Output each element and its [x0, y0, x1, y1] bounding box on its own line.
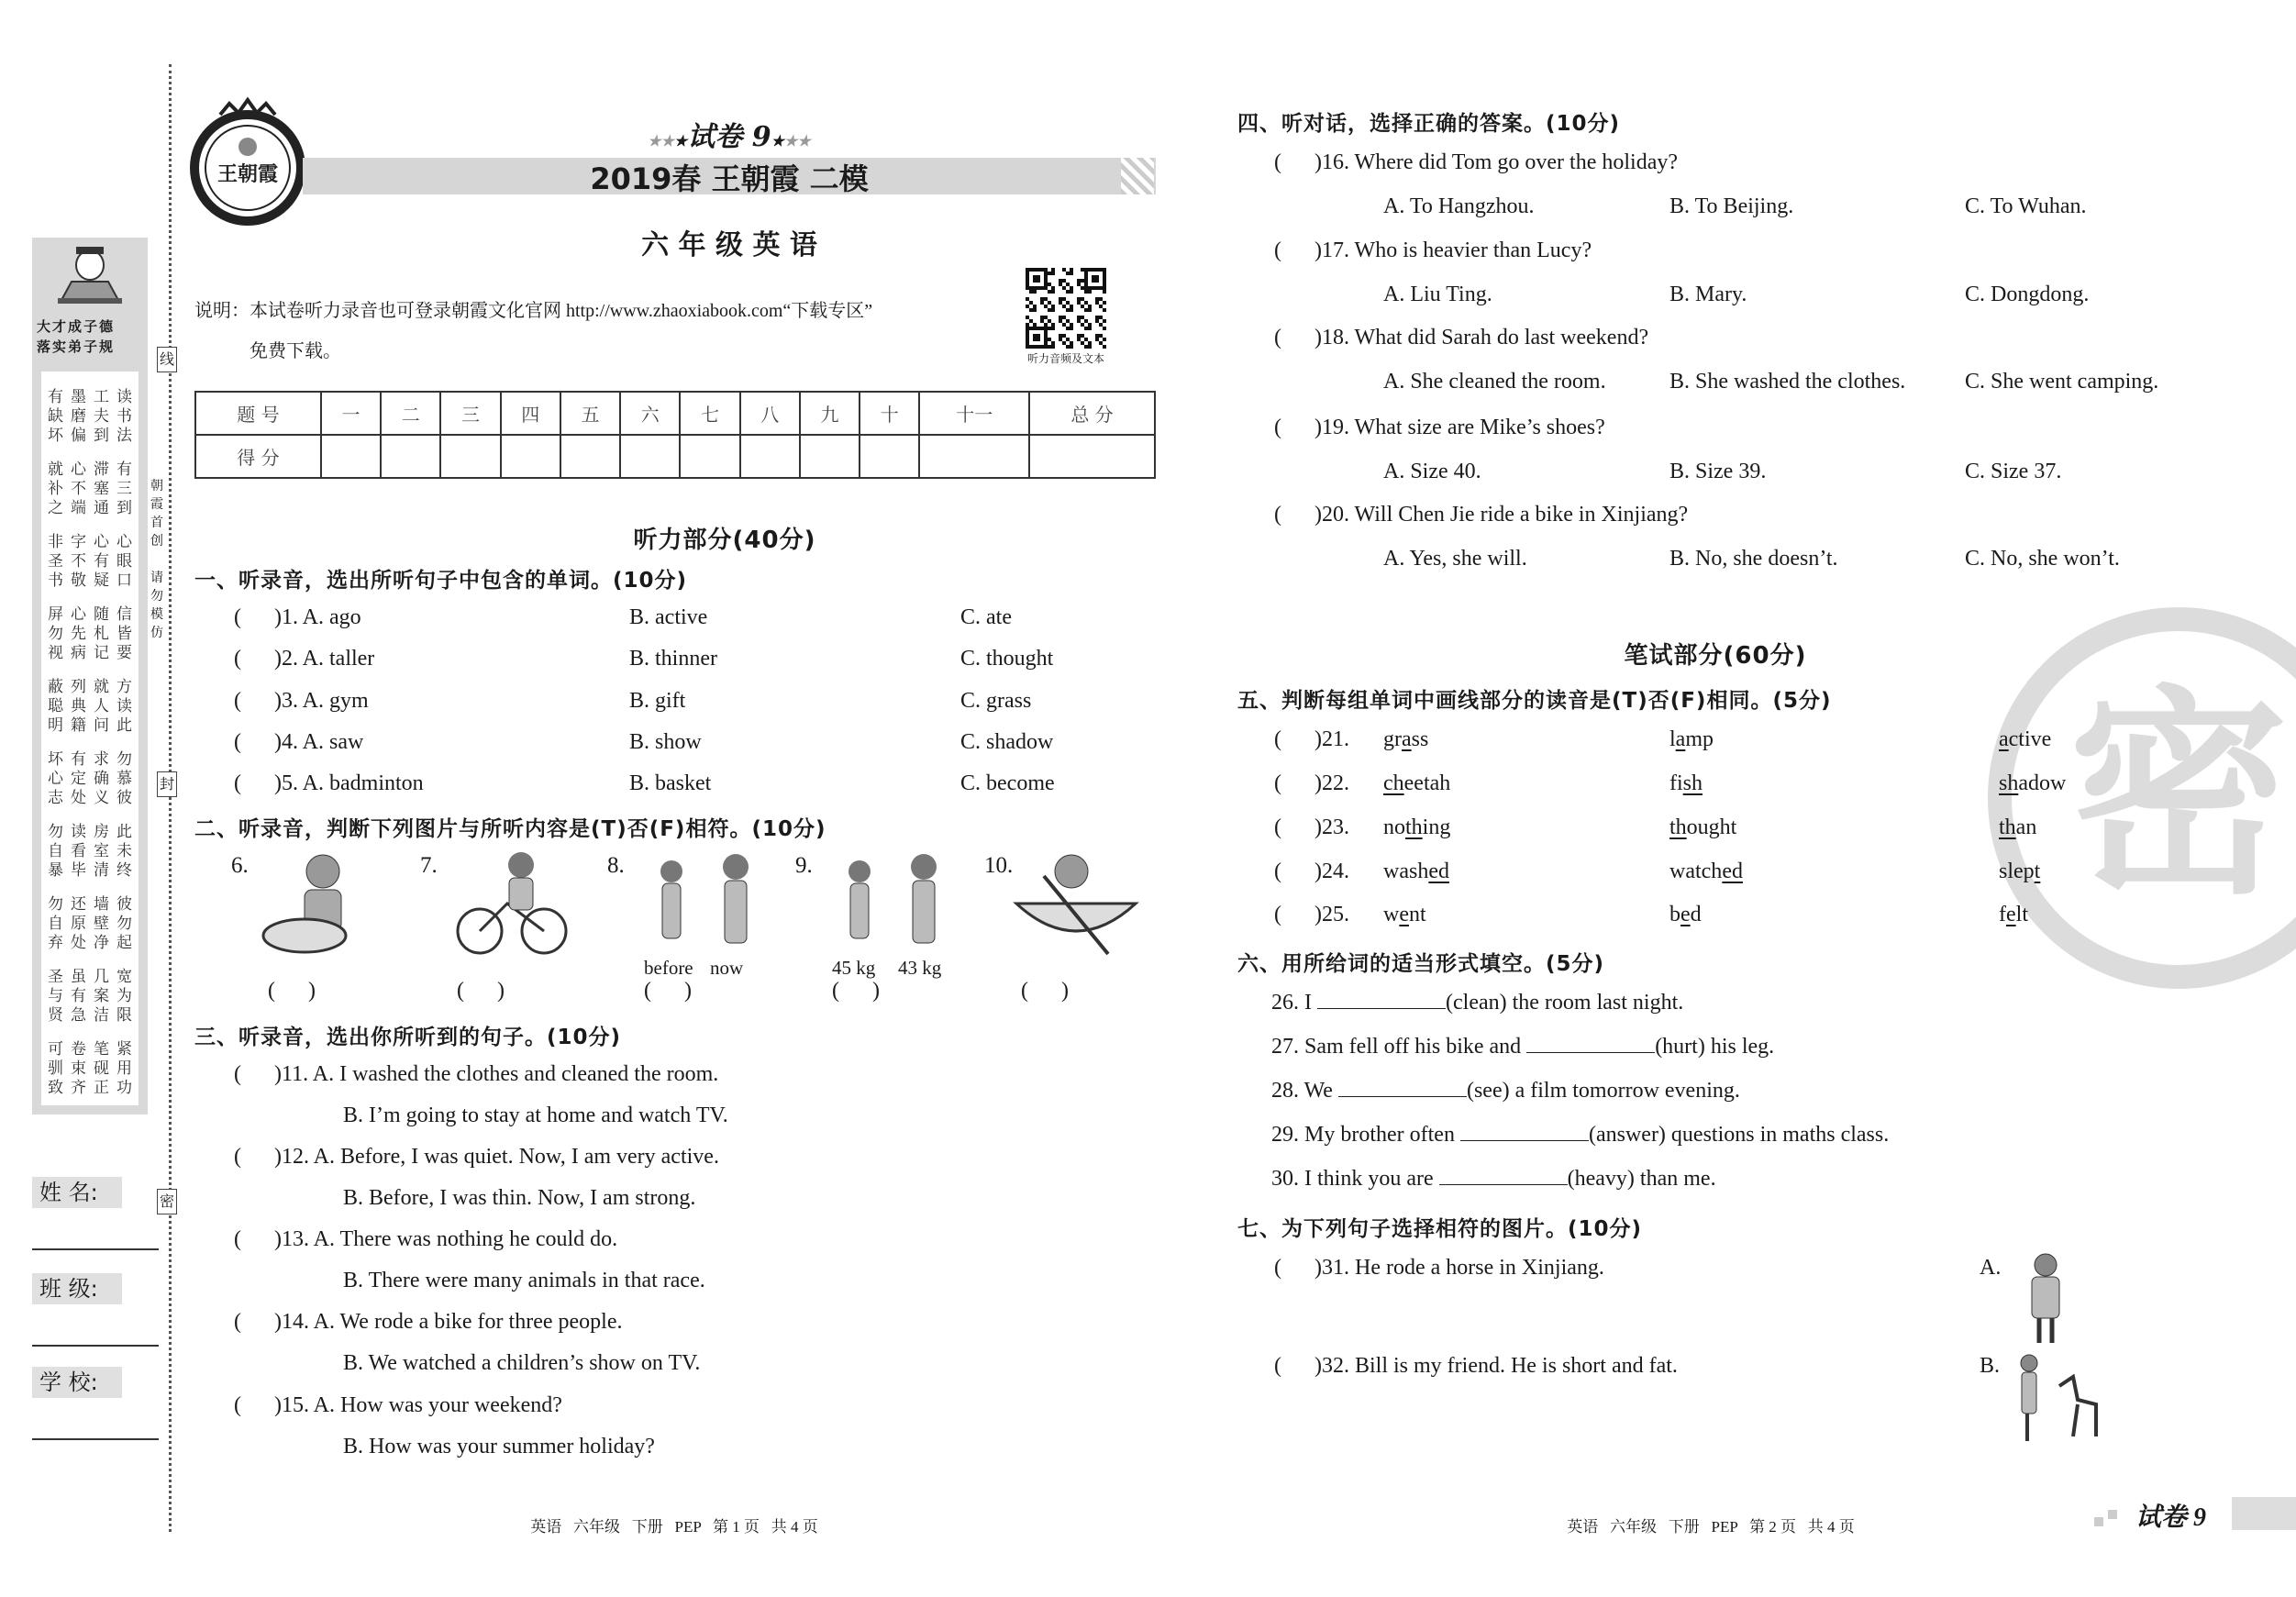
poem-line: 可卷笔紧	[48, 1040, 139, 1059]
poem-line: 致齐正功	[48, 1079, 139, 1097]
poem-line: 之端通到	[48, 499, 139, 517]
score-table-row-label: 得 分	[195, 435, 321, 478]
subject-title: 六 年 级 英 语	[641, 229, 817, 261]
fill-blank-sentence	[1271, 1079, 1740, 1103]
answer-parentheses[interactable]: ( )	[1021, 979, 1069, 1003]
anti-copy-notice: 朝霞首创	[150, 479, 163, 549]
score-cell[interactable]	[560, 435, 620, 478]
section-4-title: 四、听对话，选择正确的答案。(10分)	[1237, 112, 1621, 136]
word-part: ought	[1686, 815, 1737, 839]
girl-rowing-boat-picture	[1007, 848, 1145, 959]
picture-option-label[interactable]: A.	[1980, 1256, 2002, 1280]
underlined-letters: th	[1999, 815, 2016, 839]
student-field-line[interactable]	[32, 1345, 159, 1347]
question-1-2[interactable]: ( )2. A. taller	[234, 647, 375, 671]
score-table-heading: 三	[440, 392, 500, 435]
paper-badge	[2094, 1497, 2296, 1534]
score-table-heading: 八	[740, 392, 800, 435]
picture-caption: before	[644, 957, 693, 979]
phonics-word	[1999, 903, 2028, 927]
score-cell[interactable]	[919, 435, 1029, 478]
poem-line: 就心滞有	[48, 460, 139, 479]
cut-mark-label: 封	[157, 771, 177, 797]
option-a[interactable]: A. Size 40.	[1383, 460, 1481, 483]
picture-number: 10.	[984, 853, 1014, 878]
sentence-start: 30. I think you are	[1271, 1167, 1439, 1191]
fill-blank-sentence	[1271, 991, 1683, 1015]
word-part: no	[1383, 815, 1405, 839]
sentence-start: 28. We	[1271, 1079, 1338, 1103]
fill-blank-sentence	[1271, 1035, 1774, 1059]
fill-blank-sentence	[1271, 1167, 1716, 1192]
score-table	[194, 391, 1156, 479]
question-3-14[interactable]: ( )14. A. We rode a bike for three people.	[234, 1310, 623, 1334]
question-5-23[interactable]: ( )23.	[1274, 815, 1355, 839]
poem-line: 有墨工读	[48, 388, 139, 406]
option-c[interactable]: C. thought	[960, 647, 1054, 671]
option-b[interactable]: B. How was your summer holiday?	[343, 1435, 655, 1458]
word-hint: (see)	[1466, 1079, 1510, 1103]
word-hint: (clean)	[1446, 991, 1507, 1015]
word-part: mp	[1685, 727, 1714, 751]
phonics-word	[1999, 727, 2051, 752]
word-part: adow	[2018, 771, 2067, 795]
question-4-18[interactable]: ( )18. What did Sarah do last weekend?	[1274, 326, 1649, 349]
poem-line: 缺磨夫书	[48, 407, 139, 426]
phonics-word	[1383, 859, 1449, 884]
fill-blank-sentence	[1271, 1123, 1889, 1148]
score-cell[interactable]	[800, 435, 860, 478]
score-table-heading: 十一	[919, 392, 1029, 435]
phonics-word	[1669, 815, 1736, 840]
picture-number: 6.	[231, 853, 249, 878]
girl-and-boy-weight-picture	[818, 848, 956, 959]
phonics-word	[1999, 815, 2036, 840]
score-table-heading: 二	[381, 392, 440, 435]
option-b[interactable]: B. Mary.	[1669, 283, 1747, 306]
score-cell[interactable]	[620, 435, 680, 478]
poem-line: 明籍问此	[48, 716, 139, 735]
question-4-16[interactable]: ( )16. Where did Tom go over the holiday?	[1274, 150, 1678, 174]
word-part: l	[1669, 727, 1676, 751]
poem-line: 圣虽几宽	[48, 968, 139, 986]
question-3-12[interactable]: ( )12. A. Before, I was quiet. Now, I am very active.	[234, 1145, 719, 1169]
student-field-line[interactable]	[32, 1248, 159, 1250]
word-part: ing	[1422, 815, 1451, 839]
poem-line: 圣不有眼	[48, 552, 139, 571]
poem-line: 心定确慕	[48, 770, 139, 788]
option-b[interactable]: B. No, she doesn’t.	[1669, 547, 1838, 571]
option-b[interactable]: B. basket	[629, 771, 712, 795]
poem-line: 蔽列就方	[48, 678, 139, 696]
word-part: d	[1690, 903, 1702, 926]
word-hint: (heavy)	[1567, 1167, 1635, 1191]
picture-number: 9.	[795, 853, 813, 878]
logo-text: 王朝霞	[216, 163, 279, 186]
sidebar-slogan: 大才成子德	[37, 318, 116, 335]
banner-checker-decoration	[1121, 158, 1154, 194]
score-cell[interactable]	[381, 435, 440, 478]
score-table-header-row	[195, 392, 1155, 435]
score-table-heading: 七	[680, 392, 739, 435]
paper-number-heading: ★★★试卷 9★★★	[648, 121, 811, 153]
word-part: an	[2015, 815, 2037, 839]
option-a[interactable]: A. She cleaned the room.	[1383, 370, 1606, 394]
paper-number: 试卷 9	[687, 121, 771, 153]
option-b[interactable]: B. I’m going to stay at home and watch TV.	[343, 1103, 728, 1127]
option-a[interactable]: A. Liu Ting.	[1383, 283, 1492, 306]
phonics-word	[1383, 903, 1426, 927]
picture-number: 8.	[607, 853, 625, 878]
exam-title: 2019春 王朝霞 二模	[590, 161, 869, 196]
answer-blank[interactable]	[1439, 1168, 1568, 1185]
section-3-title: 三、听录音，选出你所听到的句子。(10分)	[194, 1026, 622, 1049]
poem-line: 自看室未	[48, 842, 139, 860]
word-part: w	[1383, 903, 1400, 926]
underlined-letters: t	[2034, 859, 2041, 883]
boy-riding-bike-picture	[443, 848, 581, 959]
score-table-heading: 题 号	[195, 392, 321, 435]
question-4-17[interactable]: ( )17. Who is heavier than Lucy?	[1274, 238, 1592, 262]
boy-washing-clothes-picture	[254, 848, 392, 959]
word-part: eetah	[1403, 771, 1451, 795]
poem-line: 弃处净起	[48, 934, 139, 952]
option-b[interactable]: B. We watched a children’s show on TV.	[343, 1351, 701, 1375]
sentence-end: questions in maths class.	[1665, 1123, 1890, 1147]
footer-page-1: 英语 六年级 下册 PEP 第 1 页 共 4 页	[530, 1518, 818, 1536]
underlined-letters: ed	[1428, 859, 1449, 883]
section-1-title: 一、听录音，选出所听句子中包含的单词。(10分)	[194, 569, 688, 593]
section-5-title: 五、判断每组单词中画线部分的读音是(T)否(F)相同。(5分)	[1237, 689, 1832, 713]
word-part: b	[1669, 903, 1680, 926]
answer-parentheses[interactable]: ( )	[832, 979, 880, 1003]
badge-square-decoration	[2108, 1510, 2117, 1519]
student-field-label: 姓 名:	[32, 1177, 122, 1208]
underlined-letters: e	[1399, 903, 1409, 926]
option-c[interactable]: C. ate	[960, 605, 1012, 629]
instruction-line-1: 说明：本试卷听力录音也可登录朝霞文化官网 http://www.zhaoxiabook.com“下载专区”	[194, 301, 873, 321]
section-2-title: 二、听录音，判断下列图片与所听内容是(T)否(F)相符。(10分)	[194, 817, 826, 841]
option-b[interactable]: B. There were many animals in that race.	[343, 1269, 705, 1292]
instruction-line-2: 免费下载。	[250, 339, 341, 361]
question-4-19[interactable]: ( )19. What size are Mike’s shoes?	[1274, 416, 1605, 439]
cut-mark-label: 线	[157, 347, 177, 372]
score-cell[interactable]	[1029, 435, 1155, 478]
section-6-title: 六、用所给词的适当形式填空。(5分)	[1237, 952, 1605, 976]
score-table-heading: 十	[860, 392, 919, 435]
question-1-3[interactable]: ( )3. A. gym	[234, 689, 369, 713]
boy-standing-picture[interactable]	[2009, 1251, 2110, 1352]
word-part: gr	[1383, 727, 1402, 751]
option-c[interactable]: C. Dongdong.	[1965, 283, 2090, 306]
word-part: nt	[1409, 903, 1426, 926]
question-3-13[interactable]: ( )13. A. There was nothing he could do.	[234, 1227, 618, 1251]
binding-dotted-line	[169, 64, 172, 1532]
phonics-word	[1669, 859, 1743, 884]
cut-mark-label: 密	[157, 1189, 177, 1214]
underlined-letters: a	[1675, 727, 1686, 751]
sentence-start: 29. My brother often	[1271, 1123, 1460, 1147]
phonics-word	[1999, 859, 2040, 884]
question-5-24[interactable]: ( )24.	[1274, 859, 1355, 883]
picture-caption: 45 kg	[832, 957, 876, 979]
listening-section-title: 听力部分(40分)	[633, 527, 816, 554]
underlined-letters: e	[2006, 903, 2016, 926]
student-field-label: 班 级:	[32, 1273, 122, 1304]
option-b[interactable]: B. show	[629, 730, 702, 754]
question-5-25[interactable]: ( )25.	[1274, 903, 1355, 926]
score-table-heading: 总 分	[1029, 392, 1155, 435]
scholar-illustration-icon	[53, 245, 127, 309]
question-5-22[interactable]: ( )22.	[1274, 771, 1355, 795]
score-cell[interactable]	[321, 435, 381, 478]
word-part: ss	[1411, 727, 1429, 751]
man-with-dog-picture[interactable]	[2009, 1349, 2110, 1450]
watermark-text: 密	[2068, 667, 2290, 924]
underlined-letters: ch	[1383, 771, 1404, 795]
phonics-word	[1669, 903, 1702, 927]
option-a[interactable]: A. Yes, she will.	[1383, 547, 1527, 571]
word-part: fi	[1669, 771, 1683, 795]
question-4-20[interactable]: ( )20. Will Chen Jie ride a bike in Xinjiang?	[1274, 503, 1689, 527]
option-b[interactable]: B. gift	[629, 689, 686, 713]
watermark-seal-icon	[1986, 605, 2296, 991]
badge-square-decoration	[2094, 1517, 2103, 1526]
picture-number: 7.	[420, 853, 438, 878]
poem-line: 视病记要	[48, 644, 139, 662]
word-hint: (answer)	[1588, 1123, 1666, 1147]
option-c[interactable]: C. No, she won’t.	[1965, 547, 2120, 571]
score-table-heading: 九	[800, 392, 860, 435]
question-5-21[interactable]: ( )21.	[1274, 727, 1355, 751]
sentence-end: the room last night.	[1506, 991, 1684, 1015]
underlined-letters: th	[1405, 815, 1423, 839]
option-c[interactable]: C. become	[960, 771, 1055, 795]
option-c[interactable]: C. To Wuhan.	[1965, 194, 2087, 218]
answer-blank[interactable]	[1526, 1036, 1655, 1053]
option-c[interactable]: C. shadow	[960, 730, 1054, 754]
option-b[interactable]: B. To Beijing.	[1669, 194, 1794, 218]
phonics-word	[1383, 815, 1450, 840]
sentence-start: 27. Sam fell off his bike and	[1271, 1035, 1527, 1059]
answer-parentheses[interactable]: ( )	[268, 979, 316, 1003]
poem-line: 补不塞三	[48, 480, 139, 498]
option-a[interactable]: A. To Hangzhou.	[1383, 194, 1535, 218]
question-7-32[interactable]: ( )32. Bill is my friend. He is short and fat.	[1274, 1354, 1678, 1378]
anti-copy-notice: 请勿模仿	[150, 571, 163, 640]
option-b[interactable]: B. Size 39.	[1669, 460, 1767, 483]
poem-line: 坏偏到法	[48, 427, 139, 445]
option-c[interactable]: C. She went camping.	[1965, 370, 2159, 394]
question-3-15[interactable]: ( )15. A. How was your weekend?	[234, 1393, 562, 1417]
underlined-letters: ed	[1722, 859, 1743, 883]
word-hint: (hurt)	[1655, 1035, 1705, 1059]
poem-line: 勿先札皆	[48, 625, 139, 643]
phonics-word	[1383, 771, 1450, 796]
option-b[interactable]: B. She washed the clothes.	[1669, 370, 1906, 394]
question-1-5[interactable]: ( )5. A. badminton	[234, 771, 424, 795]
poem-line: 屏心随信	[48, 605, 139, 624]
word-part: slep	[1999, 859, 2035, 883]
sentence-end: his leg.	[1704, 1035, 1775, 1059]
poem-line: 贤急洁限	[48, 1006, 139, 1025]
score-table-heading: 五	[560, 392, 620, 435]
poem-line: 非字心心	[48, 533, 139, 551]
answer-parentheses[interactable]: ( )	[457, 979, 505, 1003]
poem-line: 与有案为	[48, 987, 139, 1005]
girl-before-now-picture	[630, 848, 768, 959]
phonics-word	[1669, 771, 1703, 796]
wangzhaoxia-logo	[183, 96, 312, 234]
underlined-letters: a	[1999, 727, 2009, 751]
sentence-end: a film tomorrow evening.	[1509, 1079, 1740, 1103]
phonics-word	[1669, 727, 1714, 752]
badge-text: 试卷 9	[2135, 1503, 2207, 1532]
underlined-letters: th	[1669, 815, 1687, 839]
score-cell[interactable]	[440, 435, 500, 478]
score-table-heading: 一	[321, 392, 381, 435]
answer-blank[interactable]	[1317, 992, 1446, 1009]
writing-section-title: 笔试部分(60分)	[1624, 642, 1807, 670]
option-c[interactable]: C. grass	[960, 689, 1032, 713]
sentence-end: than me.	[1634, 1167, 1716, 1191]
question-1-4[interactable]: ( )4. A. saw	[234, 730, 364, 754]
option-c[interactable]: C. Size 37.	[1965, 460, 2062, 483]
underlined-letters: a	[1402, 727, 1412, 751]
sidebar-slogan: 落实弟子规	[37, 338, 116, 355]
word-part: lt	[2015, 903, 2028, 926]
word-part: f	[1999, 903, 2006, 926]
word-part: watch	[1669, 859, 1723, 883]
underlined-letters: sh	[1682, 771, 1703, 795]
option-b[interactable]: B. active	[629, 605, 708, 629]
picture-option-label[interactable]: B.	[1980, 1354, 2001, 1378]
score-cell[interactable]	[860, 435, 919, 478]
phonics-word	[1383, 727, 1428, 752]
poem-line: 聪典人读	[48, 697, 139, 715]
badge-gray-block	[2232, 1497, 2296, 1530]
poem-line: 驯束砚用	[48, 1059, 139, 1078]
question-1-1[interactable]: ( )1. A. ago	[234, 605, 361, 629]
underlined-letters: sh	[1999, 771, 2019, 795]
word-part: wash	[1383, 859, 1429, 883]
poem-line: 勿读房此	[48, 823, 139, 841]
qr-caption: 听力音频及文本	[1026, 352, 1104, 365]
score-table-heading: 四	[501, 392, 560, 435]
underlined-letters: e	[1680, 903, 1691, 926]
score-table-heading: 六	[620, 392, 680, 435]
sentence-start: 26. I	[1271, 991, 1317, 1015]
word-part: ctive	[2008, 727, 2052, 751]
score-cell[interactable]	[680, 435, 739, 478]
poem-line: 书敬疑口	[48, 571, 139, 590]
section-7-title: 七、为下列句子选择相符的图片。(10分)	[1237, 1217, 1643, 1241]
option-b[interactable]: B. Before, I was thin. Now, I am strong.	[343, 1186, 696, 1210]
qr-code-icon[interactable]	[1026, 268, 1106, 349]
score-table-score-row	[195, 435, 1155, 478]
footer-page-2: 英语 六年级 下册 PEP 第 2 页 共 4 页	[1567, 1518, 1855, 1536]
score-cell[interactable]	[501, 435, 560, 478]
picture-caption: 43 kg	[898, 957, 942, 979]
poem-line: 坏有求勿	[48, 750, 139, 769]
poem-line: 暴毕清终	[48, 861, 139, 880]
question-7-31[interactable]: ( )31. He rode a horse in Xinjiang.	[1274, 1256, 1604, 1280]
answer-parentheses[interactable]: ( )	[644, 979, 692, 1003]
question-3-11[interactable]: ( )11. A. I washed the clothes and cleaned the room.	[234, 1062, 719, 1086]
answer-blank[interactable]	[1460, 1124, 1589, 1141]
option-b[interactable]: B. thinner	[629, 647, 717, 671]
picture-caption: now	[710, 957, 744, 979]
phonics-word	[1999, 771, 2066, 796]
poem-line: 志处义彼	[48, 789, 139, 807]
student-field-line[interactable]	[32, 1438, 159, 1440]
poem-line: 勿还墙彼	[48, 895, 139, 914]
answer-blank[interactable]	[1338, 1080, 1467, 1097]
student-field-label: 学 校:	[32, 1367, 122, 1398]
score-cell[interactable]	[740, 435, 800, 478]
poem-line: 自原壁勿	[48, 915, 139, 933]
